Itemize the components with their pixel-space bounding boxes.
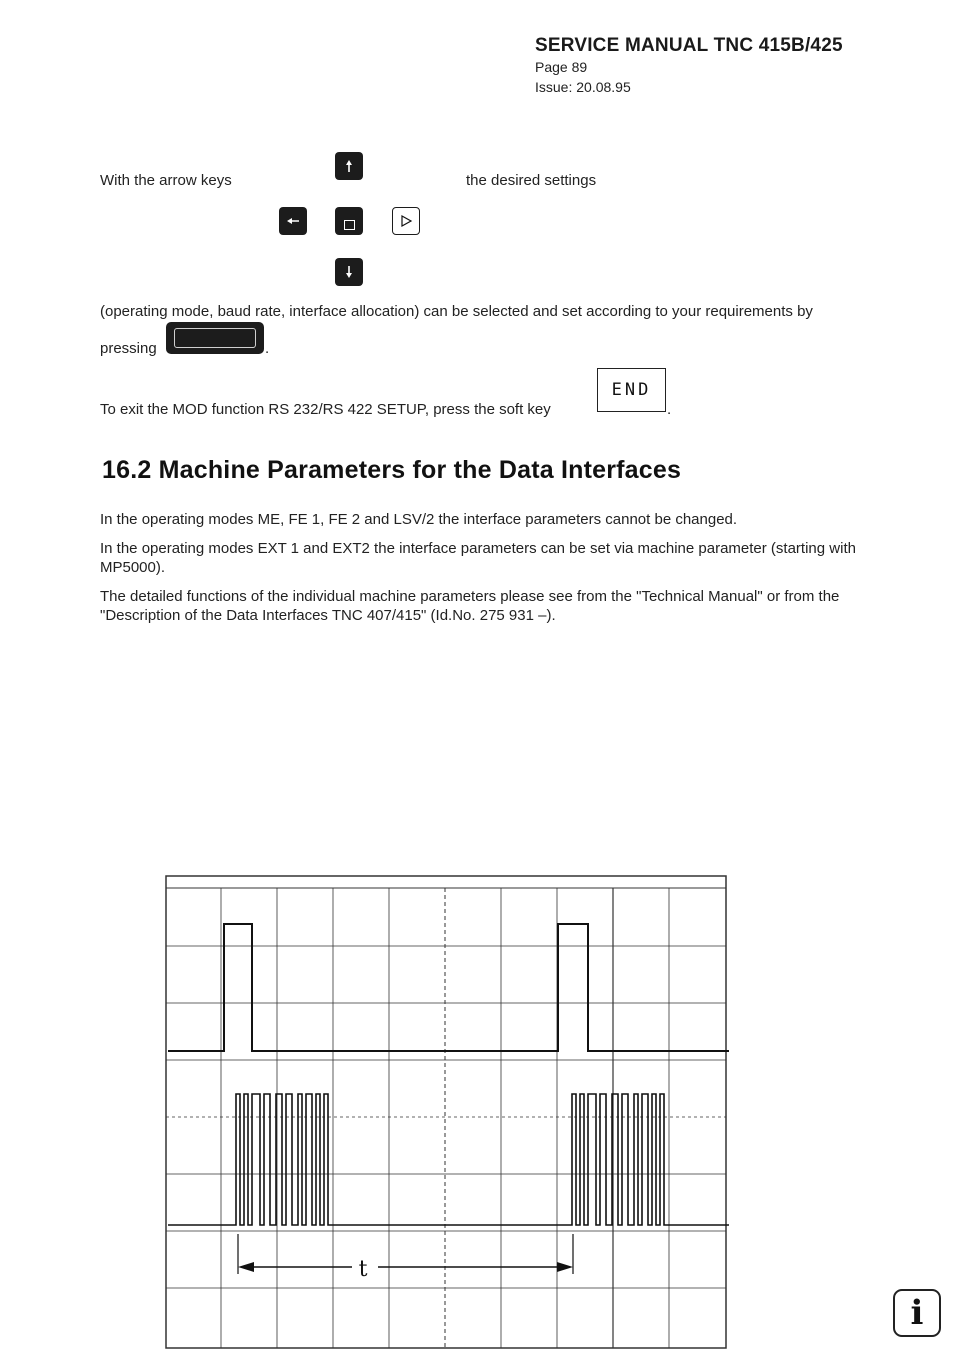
up-arrow-icon: [335, 152, 363, 180]
pressing-period: .: [265, 340, 270, 357]
section-heading: 16.2 Machine Parameters for the Data Interfaces: [102, 456, 682, 484]
info-icon[interactable]: i: [893, 1289, 941, 1337]
page-header: [535, 35, 843, 97]
oscillogram: [164, 872, 734, 1351]
center-key-icon: [335, 207, 363, 235]
top-trace: [168, 924, 729, 1051]
pressing-text: pressing: [100, 340, 157, 357]
right-arrow-icon: [392, 207, 420, 235]
arrow-keys-text: With the arrow keys: [100, 172, 232, 189]
time-marker: [238, 1234, 573, 1274]
selection-text: (operating mode, baud rate, interface allocation) can be selected and set according to your requirements by: [100, 303, 813, 320]
bottom-trace: [168, 1094, 729, 1225]
end-softkey: END: [597, 368, 666, 412]
paragraph-ext-modes: In the operating modes EXT 1 and EXT2 the interface parameters can be set via machine parameter (starting with MP5000).: [100, 540, 856, 576]
enter-key-icon: [166, 322, 264, 354]
paragraph-detailed-functions: The detailed functions of the individual machine parameters please see from the "Technical Manual" or from the "Description of the Data Interfaces TNC 407/415" (Id.No. 275 931 –).: [100, 588, 840, 624]
down-arrow-icon: [335, 258, 363, 286]
time-label: t: [358, 1257, 368, 1282]
exit-period: .: [667, 401, 672, 418]
manual-title: SERVICE MANUAL TNC 415B/425: [535, 35, 843, 56]
left-arrow-icon: [279, 207, 307, 235]
page-number: Page 89: [535, 59, 588, 75]
paragraph-operating-modes: In the operating modes ME, FE 1, FE 2 and LSV/2 the interface parameters cannot be changed.: [100, 511, 738, 528]
issue-date: Issue: 20.08.95: [535, 79, 631, 95]
desired-settings-text: the desired settings: [466, 172, 597, 189]
exit-text: To exit the MOD function RS 232/RS 422 SETUP, press the soft key: [100, 401, 551, 418]
